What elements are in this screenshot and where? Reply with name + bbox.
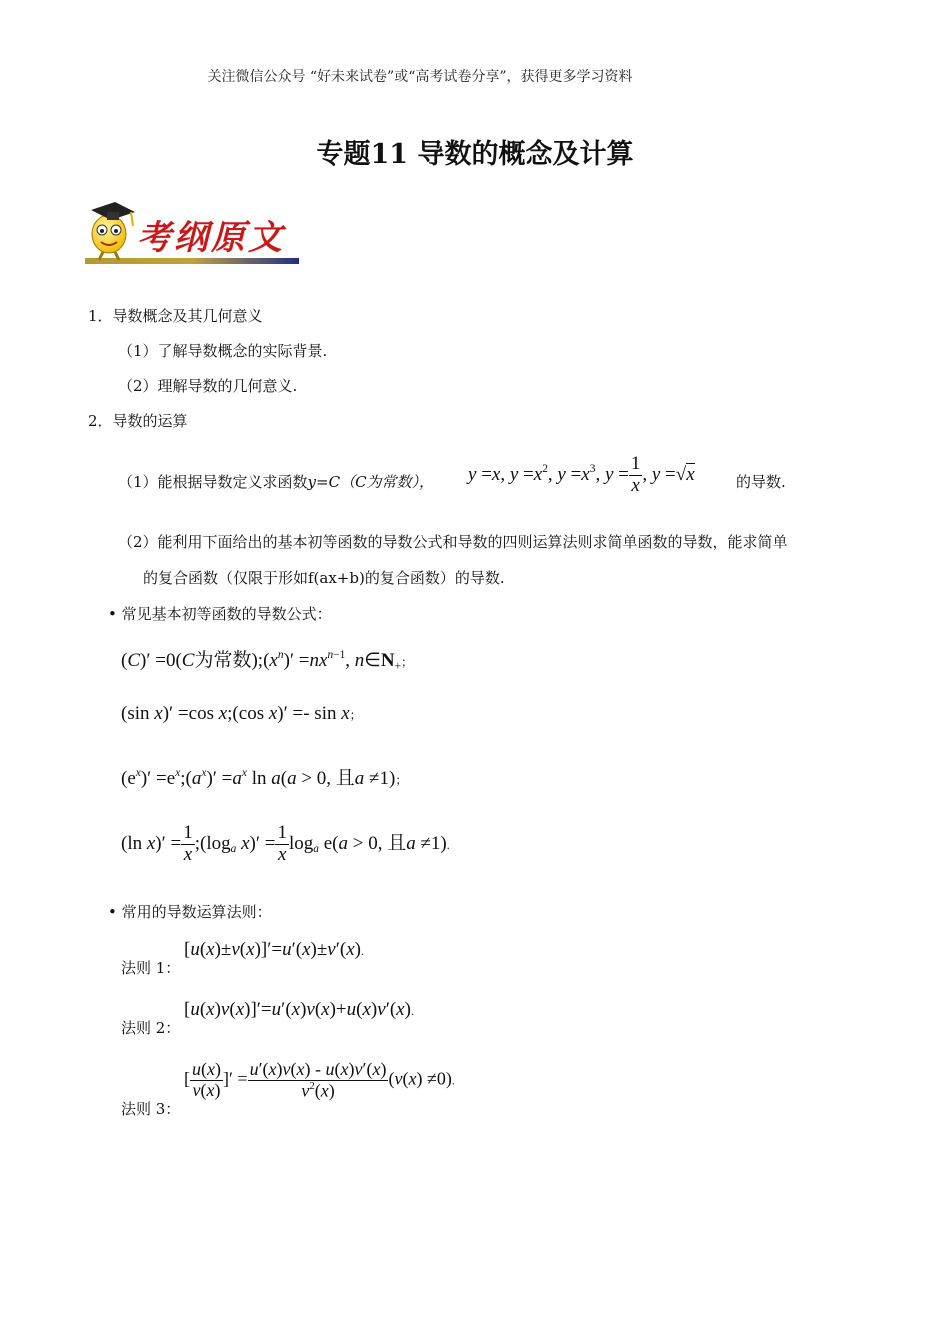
formula-logarithm: (ln x)′ = $\frac{1}{x}$ $;(\log_a$ x)′ = $\frac{1}{x}$ $\log_a e(a > 0$, 且a ≠1). <box>121 822 450 865</box>
item-1-suffix: 的导数. <box>736 473 786 491</box>
rule-2-label: 法则 2： <box>121 1019 181 1037</box>
rule-3-label: 法则 3： <box>121 1100 181 1118</box>
section-1-item-1: （1）了解导数概念的实际背景. <box>118 342 328 360</box>
section-1-heading: 1．导数概念及其几何意义 <box>88 307 263 325</box>
rules-heading: • 常用的导数运算法则： <box>108 903 272 921</box>
item-1-func-text: y=C（C为常数）， <box>307 473 435 491</box>
section-2-heading: 2．导数的运算 <box>88 412 188 430</box>
basic-functions-formula: y =x, $y =x^2$, $y =x^3$, y = $\frac{1}{x}$ , y =√x <box>468 453 695 496</box>
badge-title: 考纲原文 <box>137 218 285 258</box>
section-badge <box>85 196 301 268</box>
rule-1-formula: [u(x)±v(x)]′=u′(x)±v′(x). <box>184 939 364 960</box>
formula-exponential: $(e^x)'$ $=e^x;(a^x)' =a^x$ ln a(a > 0, 且a ≠1)； <box>121 767 408 789</box>
section-2-item-2-line-1: （2）能利用下面给出的基本初等函数的导数公式和导数的四则运算法则求简单函数的导数，能求简单 <box>118 533 788 551</box>
section-1-item-2: （2）理解导数的几何意义. <box>118 377 298 395</box>
item-1-prefix-text: （1）能根据导数定义求函数 <box>118 473 308 491</box>
rule-1-label: 法则 1： <box>121 959 181 977</box>
formula-trig: (sin x)′ =cos x;(cos x)′ =- sin x； <box>121 703 362 724</box>
section-2-item-1-prefix <box>118 471 434 492</box>
section-2-item-2-line-2: 的复合函数（仅限于形如f(ax+b)的复合函数）的导数. <box>143 569 505 587</box>
header-notice: 关注微信公众号 “好未来试卷”或“高考试卷分享”，获得更多学习资料 <box>207 69 633 85</box>
page-title: 专题11 导数的概念及计算 <box>316 139 634 170</box>
formula-constant-power: (C)′ =0(C为常数)$;(x^n)' =nx^{n-1}$, $n\in N_+$； <box>121 649 414 673</box>
rule-3-formula: [ $\frac{u(x)}{v(x)}$ ]′ = $\frac{u'(x)v(x) - u(x)v'(x)}{v^2(x)}$ (v(x) ≠0). <box>184 1059 455 1101</box>
formulas-heading: • 常见基本初等函数的导数公式： <box>108 605 332 623</box>
rule-2-formula: [u(x)v(x)]′=u′(x)v(x)+u(x)v′(x). <box>184 999 414 1020</box>
